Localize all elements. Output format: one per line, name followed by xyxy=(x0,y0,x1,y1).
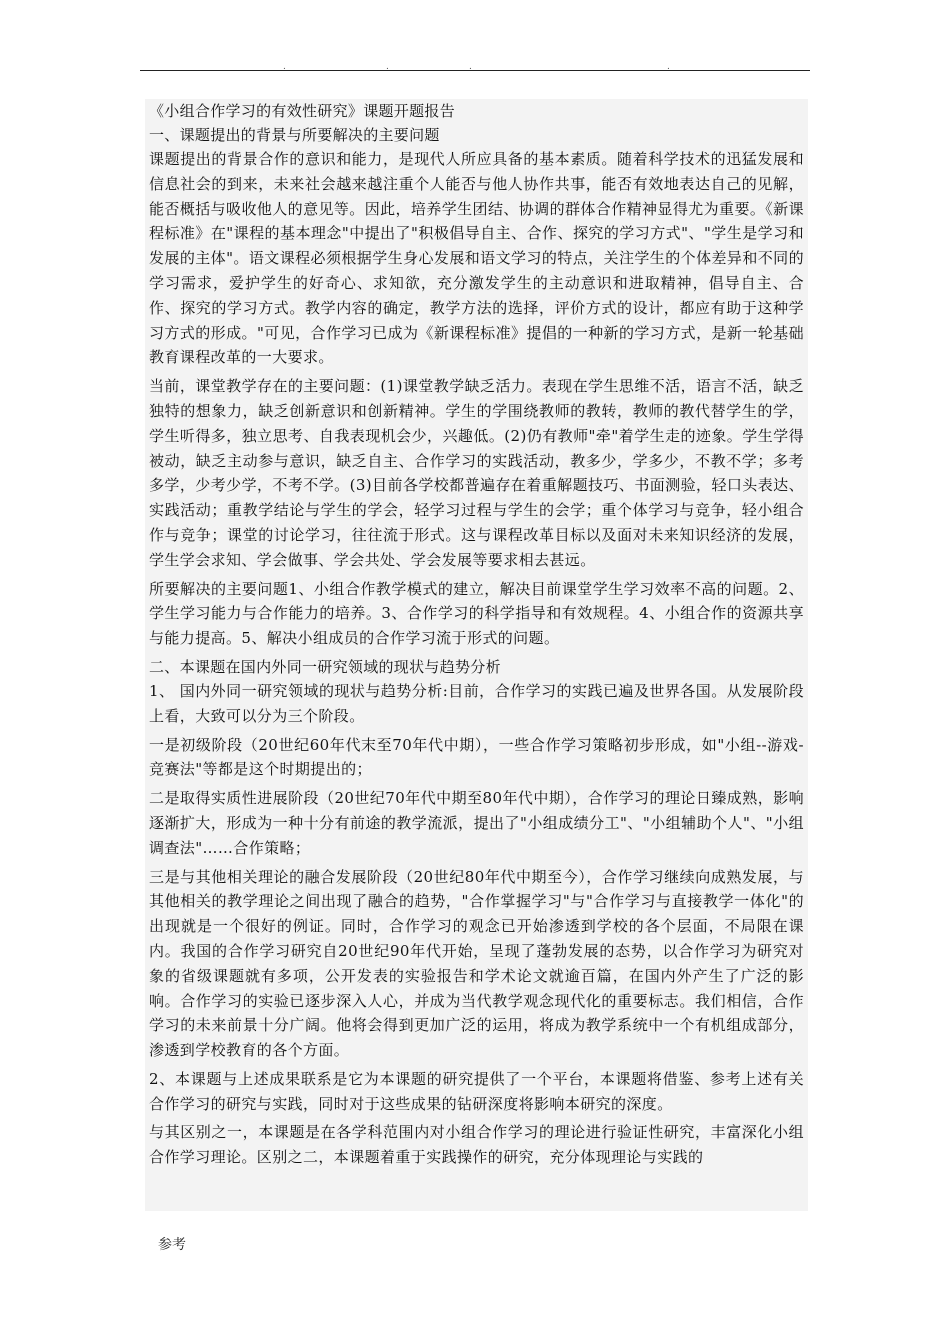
paragraph-stage-three: 三是与其他相关理论的融合发展阶段（20世纪80年代中期至今），合作学习继续向成熟发展，与其他相关的教学理论之间出现了融合的趋势，"合作掌握学习"与"合作学习与直接教学一体化"的出现就是一个很好的例证。同时，合作学习的观念已开始渗透到学校的各个层面，不局限在课内。我国的合作学习研究自20世纪90年代开始，呈现了蓬勃发展的态势，以合作学习为研究对象的省级课题就有多项，公开发表的实验报告和学术论文就逾百篇，在国内外产生了广泛的影响。合作学习的实验已逐步深入人心，并成为当代教学观念现代化的重要标志。我们相信，合作学习的未来前景十分广阔。他将会得到更加广泛的运用，将成为教学系统中一个有机组成部分，渗透到学校教育的各个方面。 xyxy=(149,867,804,1060)
header-dot: . xyxy=(469,62,472,72)
paragraph-stage-two: 二是取得实质性进展阶段（20世纪70年代中期至80年代中期），合作学习的理论日臻成熟，影响逐渐扩大，形成为一种十分有前途的教学流派，提出了"小组成绩分工"、"小组辅助个人"、"小组调查法"……合作策略； xyxy=(149,789,804,857)
header-dot: . xyxy=(667,62,670,72)
paragraph-stage-one: 一是初级阶段（20世纪60年代末至70年代中期），一些合作学习策略初步形成，如"小组--游戏-竞赛法"等都是这个时期提出的； xyxy=(149,735,804,779)
document-body xyxy=(145,99,808,1211)
paragraph-difference: 与其区别之一，本课题是在各学科范围内对小组合作学习的理论进行验证性研究，丰富深化小组合作学习理论。区别之二，本课题着重于实践操作的研究，充分体现理论与实践的 xyxy=(149,1123,804,1167)
paragraph-main-problems: 所要解决的主要问题1、小组合作教学模式的建立，解决目前课堂学生学习效率不高的问题。2、学生学习能力与合作能力的培养。3、合作学习的科学指导和有效规程。4、小组合作的资源共享与能力提高。5、解决小组成员的合作学习流于形式的问题。 xyxy=(149,579,804,648)
header-dot: . xyxy=(386,62,389,72)
paragraph-status-analysis: 1、 国内外同一研究领域的现状与趋势分析:目前，合作学习的实践已遍及世界各国。从发展阶段上看，大致可以分为三个阶段。 xyxy=(149,681,804,725)
footer-label: 参考 xyxy=(158,1237,186,1253)
document-title: 《小组合作学习的有效性研究》课题开题报告 xyxy=(149,102,456,120)
header-dot: . xyxy=(283,62,286,72)
paragraph-relation: 2、本课题与上述成果联系是它为本课题的研究提供了一个平台，本课题将借鉴、参考上述有关合作学习的研究与实践，同时对于这些成果的钻研深度将影响本研究的深度。 xyxy=(149,1069,804,1113)
section-heading: 一、课题提出的背景与所要解决的主要问题 xyxy=(149,126,440,144)
section-heading: 二、本课题在国内外同一研究领域的现状与趋势分析 xyxy=(149,657,501,676)
paragraph-background: 课题提出的背景合作的意识和能力，是现代人所应具备的基本素质。随着科学技术的迅猛发展和信息社会的到来，未来社会越来越注重个人能否与他人协作共事，能否有效地表达自己的见解，能否概括与吸收他人的意见等。因此，培养学生团结、协调的群体合作精神显得尤为重要。《新课程标准》在"课程的基本理念"中提出了"积极倡导自主、合作、探究的学习方式"、"学生是学习和发展的主体"。语文课程必须根据学生身心发展和语文学习的特点，关注学生的个体差异和不同的学习需求，爱护学生的好奇心、求知欲，充分激发学生的主动意识和进取精神，倡导自主、合作、探究的学习方式。教学内容的确定，教学方法的选择，评价方式的设计，都应有助于这种学习方式的形成。"可见，合作学习已成为《新课程标准》提倡的一种新的学习方式，是新一轮基础教育课程改革的一大要求。 xyxy=(149,150,804,367)
header-rule xyxy=(140,70,810,71)
paragraph-current-problems: 当前，课堂教学存在的主要问题：(1)课堂教学缺乏活力。表现在学生思维不活，语言不活，缺乏独特的想象力，缺乏创新意识和创新精神。学生的学围绕教师的教转，教师的教代替学生的学，学生听得多，独立思考、自我表现机会少，兴趣低。(2)仍有教师"牵"着学生走的迹象。学生学得被动，缺乏主动参与意识，缺乏自主、合作学习的实践活动，教多少，学多少，不教不学；多考多学，少考少学，不考不学。(3)目前各学校都普遍存在着重解题技巧、书面测验，轻口头表达、实践活动；重教学结论与学生的学会，轻学习过程与学生的会学；重个体学习与竞争，轻小组合作与竞争；课堂的讨论学习，往往流于形式。这与课程改革目标以及面对未来知识经济的发展，学生学会求知、学会做事、学会共处、学会发展等要求相去甚远。 xyxy=(149,377,804,569)
